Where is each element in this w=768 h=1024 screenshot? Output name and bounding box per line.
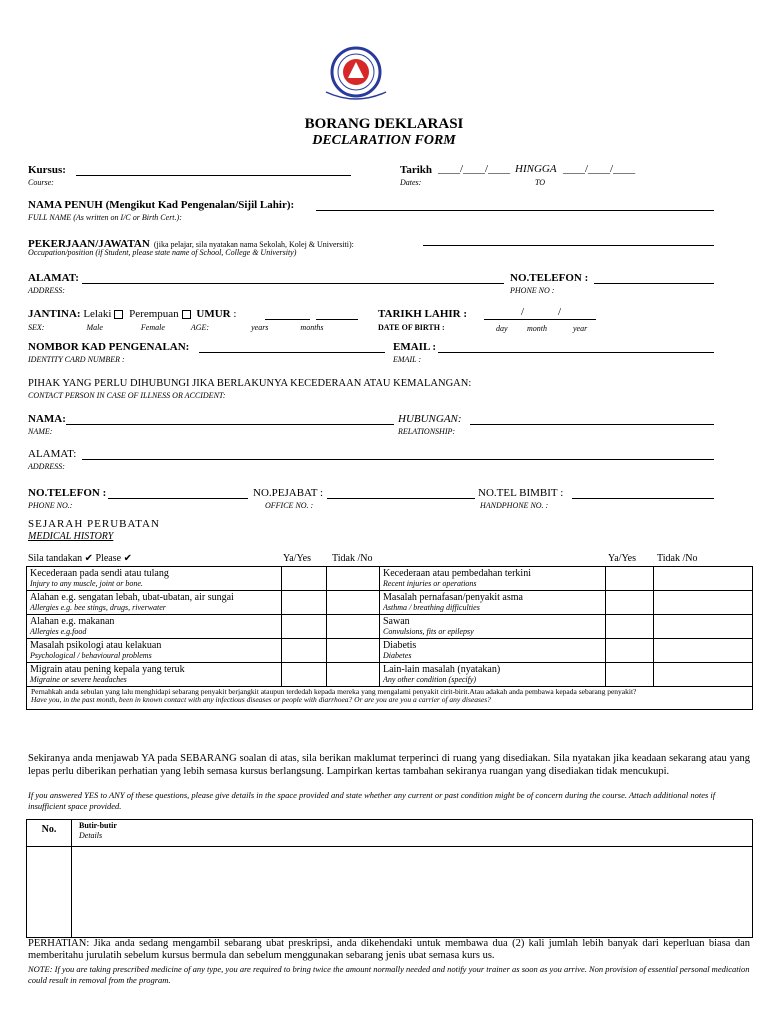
email-input[interactable]	[438, 352, 714, 353]
contact-tel-sub: PHONE NO.:	[28, 501, 73, 510]
alamat2-label: ALAMAT:	[28, 448, 77, 460]
hubungan-sub: RELATIONSHIP:	[398, 427, 456, 436]
contact-tel-input[interactable]	[108, 498, 248, 499]
yes-checkbox-cell[interactable]	[282, 567, 327, 591]
condition-cell: Lain-lain masalah (nyatakan) Any other condition (specify)	[380, 663, 606, 687]
no-checkbox-cell[interactable]	[327, 591, 380, 615]
yes-header-left: Ya/Yes	[283, 553, 311, 564]
note-english: NOTE: If you are taking prescribed medicine of any type, you are required to bring twice the amount normally needed and notify your trainer as soon as you arrive. Non provision of essential personal medication could result in removal from the program.	[28, 964, 750, 985]
pekerjaan-sub: Occupation/position (if Student, please state name of School, College & University)	[28, 248, 297, 257]
logo-emblem	[320, 44, 392, 106]
tarikh-from-input[interactable]: ____/____/____	[438, 163, 511, 175]
condition-cell: Alahan e.g. makanan Allergies e.g.food	[27, 615, 282, 639]
no-checkbox-cell[interactable]	[327, 567, 380, 591]
hingga-label: HINGGA	[515, 163, 557, 175]
nama-penuh-input[interactable]	[316, 210, 714, 211]
condition-cell: Diabetis Diabetes	[380, 639, 606, 663]
jantina-row: JANTINA: Lelaki Perempuan UMUR :	[28, 308, 237, 320]
contact-tel-label: NO.TELEFON :	[28, 487, 107, 499]
yes-checkbox-cell[interactable]	[606, 663, 654, 687]
alamat-label: ALAMAT:	[28, 272, 79, 284]
tarikh-lahir-input[interactable]	[484, 319, 596, 320]
yes-checkbox-cell[interactable]	[282, 615, 327, 639]
email-label: EMAIL :	[393, 341, 437, 353]
umur-months-input[interactable]	[316, 319, 358, 320]
details-no-header: No.	[27, 820, 72, 847]
logo	[320, 44, 392, 106]
dob-slash-1: /	[521, 306, 525, 318]
details-table	[26, 819, 753, 938]
yes-header-right: Ya/Yes	[608, 553, 636, 564]
ic-label: NOMBOR KAD PENGENALAN:	[28, 341, 190, 353]
hubungan-label: HUBUNGAN:	[398, 413, 462, 425]
note-malay: PERHATIAN: Jika anda sedang mengambil sebarang ubat preskripsi, anda dikehendaki untuk membawa dua (2) kali jumlah lebih banyak dari keperluan biasa dan memberitahu jurulatih sebelum kursus bermula dan sebelum menggunakan sebarang jenis ubat semasa kurs us.	[28, 938, 750, 961]
ic-sub: IDENTITY CARD NUMBER :	[28, 355, 125, 364]
no-checkbox-cell[interactable]	[654, 639, 752, 663]
pejabat-label: NO.PEJABAT :	[253, 487, 324, 499]
dob-day-sub: day	[496, 324, 508, 333]
condition-cell: Kecederaan atau pembedahan terkini Recent injuries or operations	[380, 567, 606, 591]
medical-heading: SEJARAH PERUBATAN	[28, 518, 160, 530]
medical-sub: MEDICAL HISTORY	[28, 531, 114, 542]
tarikh-label: Tarikh	[400, 164, 433, 176]
no-checkbox-cell[interactable]	[654, 591, 752, 615]
yes-checkbox-cell[interactable]	[606, 615, 654, 639]
nama-input[interactable]	[66, 424, 394, 425]
tarikh-lahir-label: TARIKH LAHIR :	[378, 308, 468, 320]
bimbit-label: NO.TEL BIMBIT :	[478, 487, 564, 499]
condition-cell: Masalah psikologi atau kelakuan Psychological / behavioural problems	[27, 639, 282, 663]
nama-penuh-sub: FULL NAME (As written on I/C or Birth Cert.):	[28, 213, 182, 222]
yes-checkbox-cell[interactable]	[282, 591, 327, 615]
medical-history-table	[26, 566, 753, 710]
nama-label: NAMA:	[28, 413, 66, 425]
yes-checkbox-cell[interactable]	[606, 639, 654, 663]
telefon-label: NO.TELEFON :	[510, 272, 589, 284]
infectious-question-cell: Pernahkah anda sebulan yang lalu menghidapi sebarang penyakit berjangkit ataupun terdedah kepada mereka yang mengalami penyakit cirit-birit.Atau adakah anda pembawa kepada sebarang penyakit? Have you, in the past month, been in known contact with any infectious diseases or people with diarrhoea? Or are you are you a carrier of any diseases?	[31, 687, 637, 704]
telefon-sub: PHONE NO :	[510, 286, 555, 295]
bimbit-input[interactable]	[572, 498, 714, 499]
kursus-sub: Course:	[28, 178, 54, 187]
email-sub: EMAIL :	[393, 355, 422, 364]
kursus-input[interactable]	[76, 175, 351, 176]
contact-heading: PIHAK YANG PERLU DIHUBUNGI JIKA BERLAKUNYA KECEDERAAN ATAU KEMALANGAN:	[28, 378, 472, 389]
condition-cell: Sawan Convulsions, fits or epilepsy	[380, 615, 606, 639]
male-checkbox[interactable]	[114, 310, 123, 319]
yes-checkbox-cell[interactable]	[606, 567, 654, 591]
tarikh-to-sub: TO	[535, 178, 546, 187]
kursus-label: Kursus:	[28, 164, 66, 176]
details-no-input[interactable]	[27, 847, 72, 937]
pejabat-input[interactable]	[327, 498, 475, 499]
no-header-right: Tidak /No	[657, 553, 698, 564]
no-checkbox-cell[interactable]	[327, 639, 380, 663]
condition-cell: Migrain atau pening kepala yang teruk Migraine or severe headaches	[27, 663, 282, 687]
nama-penuh-label: NAMA PENUH (Mengikut Kad Pengenalan/Sijil Lahir):	[28, 199, 295, 211]
jantina-sub: SEX: Male Female AGE: years months	[28, 323, 324, 332]
no-checkbox-cell[interactable]	[327, 615, 380, 639]
yes-checkbox-cell[interactable]	[282, 663, 327, 687]
bimbit-sub: HANDPHONE NO. :	[480, 501, 549, 510]
instructions-english: If you answered YES to ANY of these questions, please give details in the space provided and state whether any current or past condition might be of concern during the course. Attach additional notes if insufficient space provided.	[28, 790, 716, 811]
no-checkbox-cell[interactable]	[654, 615, 752, 639]
telefon-input[interactable]	[594, 283, 714, 284]
form-title-english: DECLARATION FORM	[312, 133, 456, 148]
yes-checkbox-cell[interactable]	[282, 639, 327, 663]
tarikh-to-input[interactable]: ____/____/____	[563, 163, 636, 175]
alamat2-sub: ADDRESS:	[28, 462, 65, 471]
tarikh-lahir-sub: DATE OF BIRTH :	[378, 323, 445, 332]
details-text-input[interactable]	[72, 847, 752, 937]
condition-cell: Alahan e.g. sengatan lebah, ubat-ubatan, air sungai Allergies e.g. bee stings, drugs, riverwater	[27, 591, 282, 615]
yes-checkbox-cell[interactable]	[606, 591, 654, 615]
tick-instruction: Sila tandakan ✔ Please ✔	[28, 553, 132, 564]
hubungan-input[interactable]	[470, 424, 714, 425]
ic-input[interactable]	[199, 352, 385, 353]
no-header-left: Tidak /No	[332, 553, 373, 564]
no-checkbox-cell[interactable]	[654, 663, 752, 687]
alamat-input[interactable]	[82, 283, 504, 284]
instructions-malay: Sekiranya anda menjawab YA pada SEBARANG soalan di atas, sila berikan maklumat terperinci di ruang yang disediakan. Sila nyatakan jika keadaan sekarang atau yang lepas perlu diberikan perhatian yang lebih semasa kursus berlangsung. Lampirkan kertas tambahan sekiranya ruangan yang disediakan tidak mencukupi.	[28, 753, 750, 777]
dob-slash-2: /	[558, 306, 562, 318]
umur-years-input[interactable]	[265, 319, 310, 320]
no-checkbox-cell[interactable]	[654, 567, 752, 591]
pekerjaan-input[interactable]	[423, 245, 714, 246]
dob-year-sub: year	[573, 324, 588, 333]
pekerjaan-label: PEKERJAAN/JAWATAN (jika pelajar, sila nyatakan nama Sekolah, Kolej & Universiti):	[28, 238, 354, 250]
nama-sub: NAME:	[28, 427, 53, 436]
tarikh-sub: Dates:	[400, 178, 422, 187]
female-checkbox[interactable]	[182, 310, 191, 319]
form-title-malay: BORANG DEKLARASI	[304, 116, 464, 132]
details-butir-header: Butir-butir Details	[72, 820, 752, 847]
pejabat-sub: OFFICE NO. :	[265, 501, 314, 510]
alamat-sub: ADDRESS:	[28, 286, 65, 295]
condition-cell: Kecederaan pada sendi atau tulang Injury to any muscle, joint or bone.	[27, 567, 282, 591]
condition-cell: Masalah pernafasan/penyakit asma Asthma / breathing difficulties	[380, 591, 606, 615]
no-checkbox-cell[interactable]	[327, 663, 380, 687]
contact-sub: CONTACT PERSON IN CASE OF ILLNESS OR ACCIDENT:	[28, 391, 226, 400]
dob-month-sub: month	[527, 324, 547, 333]
alamat2-input[interactable]	[82, 459, 714, 460]
